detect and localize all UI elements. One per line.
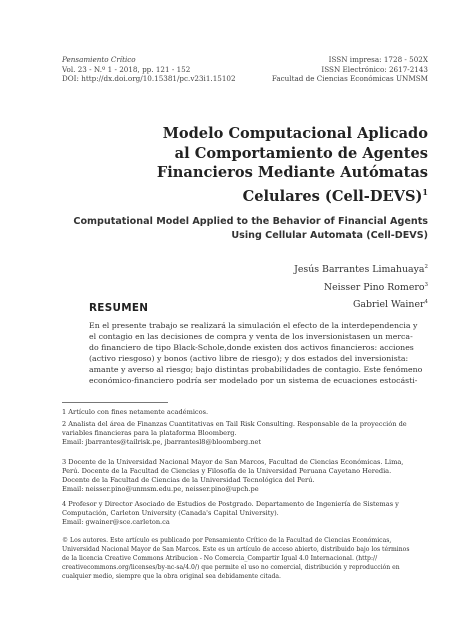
author-list <box>294 260 428 313</box>
author-name: Gabriel Wainer <box>352 299 425 311</box>
journal-name: Pensamiento Crítico <box>62 55 136 64</box>
title-line: Financieros Mediante Autómatas <box>156 164 428 182</box>
title-line: Using Cellular Automata (Cell-DEVS) <box>231 230 428 241</box>
footnote-mark[interactable]: 4 <box>424 299 428 306</box>
paper-title-english <box>68 215 428 243</box>
issn-electronic: ISSN Electrónico: 2617-2143 <box>321 64 428 74</box>
footnote-divider <box>62 402 168 403</box>
footnote-mark[interactable]: 2 <box>424 264 428 270</box>
doi-link[interactable]: DOI: http://dx.doi.org/10.15381/pc.v23i1.15102 <box>62 74 236 84</box>
title-line: Computational Model Applied to the Behavior of Financial Agents <box>73 216 428 227</box>
license-notice: © Los autores. Este artículo es publicado por Pensamiento Crítico de la Facultad de Ciencias Económicas, Universidad Nacional Mayor de San Marcos. Este es un artículo de acceso abierto, distribuido bajo los términos de la licencia Creative Commons Atribucion - No Comercia_Compartir Igual 4.0 Internacional. (http:// creativecommons.org/licenses/by-nc-sa/4.0/) que permite el uso no comercial, distribución y reproducción en cualquier medio, siempre que la obra original sea debidamente citada. <box>62 537 410 580</box>
footnote-mark[interactable]: 1 <box>422 186 428 197</box>
journal-header-left <box>62 55 236 84</box>
title-line: Modelo Computacional Aplicado <box>162 125 428 142</box>
author-name: Neisser Pino Romero <box>323 281 425 293</box>
title-line <box>98 183 428 206</box>
author <box>294 295 428 313</box>
footnote-2: 2 Analista del área de Finanzas Cuantitativas en Tail Risk Consulting. Responsable de la proyección de variables financieras para la plataforma Bloomberg. Email: jbarrantes@tailrisk.pe, jbarrantesl8@bloomberg.net <box>62 420 407 446</box>
abstract-text: En el presente trabajo se realizará la simulación el efecto de la interdependencia y el contagio en las decisiones de compra y venta de los inversionistasen un merca- do financiero de tipo Black-Schole,donde existen dos activos financieros: acciones (activo riesgoso) y bonos (activo libre de riesgo); y dos estados del inversionista: amante y averso al riesgo; bajo distintas probabilidades de contagio. Este fenómeno económico-financiero podría ser modelado por un sistema de ecuaciones estocásti- <box>89 321 423 386</box>
issn-print: ISSN impresa: 1728 - 502X <box>328 55 428 64</box>
footnote-1: 1 Artículo con fines netamente académicos. <box>62 408 209 416</box>
author-name: Jesús Barrantes Limahuaya <box>294 264 425 276</box>
journal-header-right <box>272 55 428 84</box>
paper-title-spanish <box>98 124 428 206</box>
faculty-name: Facultad de Ciencias Económicas UNMSM <box>271 74 428 84</box>
title-line-text: Celulares (Cell-DEVS) <box>242 187 423 205</box>
author <box>294 278 428 296</box>
title-line: al Comportamiento de Agentes <box>174 144 428 162</box>
footnote-mark[interactable]: 3 <box>424 281 428 288</box>
volume-info: Vol. 23 - N.º 1 - 2018, pp. 121 - 152 <box>62 64 191 74</box>
footnote-3: 3 Docente de la Universidad Nacional Mayor de San Marcos, Facultad de Ciencias Económicas. Lima, Perú. Docente de la Facultad de Ciencias y Filosofía de la Universidad Peruana Cayetano Heredia. Docente de la Facultad de Ciencias de la Universidad Tecnológica del Perú. Email: neisser.pino@unmsm.edu.pe, neisser.pino@upch.pe <box>62 458 404 493</box>
footnote-4: 4 Profesor y Director Asociado de Estudios de Postgrado. Departamento de Ingeniería de Sistemas y Computación, Carleton University (Canada's Capital University). Email: gwainer@sce.carleton.ca <box>62 500 399 526</box>
resumen-heading: RESUMEN <box>89 302 149 314</box>
author <box>294 260 428 278</box>
